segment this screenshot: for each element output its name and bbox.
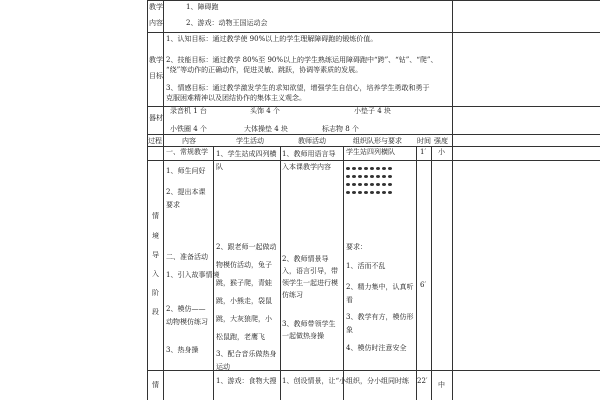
- goal-affective: 3、情感目标：通过教学激发学生的求知欲望，增强学生自信心，培养学生勇敢和勇于: [166, 84, 430, 92]
- time-value: 22′: [417, 377, 428, 385]
- rule: [343, 146, 344, 400]
- content-item: 1、障碍跑: [186, 3, 219, 11]
- goal-skill: “绕”等动作的正确动作，促进灵敏、跳跃，协调等素质的发展。: [166, 66, 363, 74]
- equipment-item: 录音机 1 台: [170, 107, 207, 115]
- goals-label: 教学: [149, 56, 163, 64]
- content-item: 1、师生问好: [166, 167, 206, 175]
- time-value: 6′: [420, 281, 427, 289]
- org-text: 组织，分小组同时练: [346, 377, 409, 385]
- goal-skill: 2、技能目标：通过教学 80%至 90%以上的学生熟练运用障碍跑中“跨”、“钻”、“爬”、: [166, 56, 438, 64]
- org-text: 要求：: [346, 243, 367, 251]
- org-text: 4、模仿时注意安全: [346, 344, 407, 352]
- content-item: 2、游戏：动物王国运动会: [186, 19, 268, 27]
- intensity-value: 小: [438, 148, 445, 156]
- content-item: 二、准备活动: [166, 253, 208, 261]
- org-text: 3、教学有方，模仿形象: [346, 313, 414, 334]
- equipment-item: 标志物 8 个: [322, 125, 359, 133]
- student-dot: [358, 167, 362, 170]
- rule: [147, 370, 600, 371]
- goal-cognitive: 1、认知目标：通过教学使 90%以上的学生理解障碍跑的锻炼价值。: [166, 35, 378, 43]
- org-text: 1、活而不乱: [346, 262, 386, 270]
- student-dot: [370, 175, 374, 178]
- content-item: 1、游戏：食物大搜: [216, 377, 277, 385]
- student-dot: [352, 167, 356, 170]
- student-dot: [370, 167, 374, 170]
- rule: [147, 0, 600, 1]
- content-label: 教学: [149, 3, 163, 11]
- goals-label: 目标: [149, 72, 163, 80]
- content-item: 3、热身操: [166, 346, 199, 354]
- student-dot: [376, 175, 380, 178]
- student-dot: [370, 183, 374, 186]
- time-value: 1′: [420, 148, 427, 156]
- content-item: 2、提出本课要求: [166, 188, 206, 209]
- student-dot: [346, 191, 350, 194]
- student-dot: [352, 183, 356, 186]
- stage-label-char: 入: [152, 270, 159, 278]
- teacher-activity: 1、教师用语言导入本课教学内容: [282, 150, 336, 171]
- equipment-item: 小铁圈 4 个: [170, 125, 207, 133]
- rule: [452, 0, 453, 400]
- student-dot: [382, 175, 386, 178]
- formation-diagram: [346, 167, 406, 199]
- content-item: 2、模仿——动物模仿练习: [166, 305, 208, 326]
- intensity-value: 中: [438, 381, 445, 389]
- rule: [147, 146, 600, 147]
- stage-label-char: 情: [152, 212, 159, 220]
- student-dot: [358, 183, 362, 186]
- teacher-activity: 2、教师情景导入，语言引导，带领学生一起进行模仿练习: [282, 255, 338, 299]
- header-intensity: 强度: [434, 137, 448, 145]
- stage-label-char: 段: [152, 308, 159, 316]
- student-activity: 3、配合音乐做热身运动: [216, 350, 277, 371]
- rule: [163, 0, 164, 400]
- rule: [431, 146, 432, 400]
- student-dot: [388, 175, 392, 178]
- student-dot: [346, 183, 350, 186]
- student-dot: [376, 183, 380, 186]
- header-process: 过程: [148, 137, 162, 145]
- header-student: 学生活动: [236, 137, 264, 145]
- rule: [280, 146, 281, 400]
- rule: [147, 32, 600, 33]
- equipment-item: 小垫子 4 块: [354, 107, 391, 115]
- student-dot: [352, 175, 356, 178]
- student-dot: [370, 191, 374, 194]
- stage-label-char: 境: [152, 232, 159, 240]
- rule: [147, 134, 600, 135]
- stage-label-char: 情: [152, 381, 159, 389]
- student-dot: [376, 167, 380, 170]
- student-dot: [376, 191, 380, 194]
- student-dot: [364, 191, 368, 194]
- student-dot: [382, 191, 386, 194]
- student-dot: [346, 175, 350, 178]
- content-item: 1、引入故事情境: [166, 271, 220, 279]
- teacher-activity: 1、创设情景，让“小: [282, 377, 347, 385]
- org-text: 2、精力集中，认真听看: [346, 283, 414, 304]
- student-dot: [382, 167, 386, 170]
- student-dot: [358, 175, 362, 178]
- header-content: 内容: [182, 137, 196, 145]
- stage-label-char: 阶: [152, 289, 159, 297]
- student-dot: [364, 175, 368, 178]
- student-dot: [352, 191, 356, 194]
- student-dot: [388, 183, 392, 186]
- rule: [147, 160, 600, 161]
- content-label: 内容: [149, 19, 163, 27]
- student-activity: 2、跟老师一起做动物模仿活动，兔子跳，猴子爬，青蛙跳，小熊走，袋鼠跳，大灰狼爬，小松鼠跑，老鹰飞: [216, 243, 277, 341]
- student-activity: 1、学生站成四列横队: [216, 150, 277, 171]
- rule: [416, 146, 417, 400]
- equipment-label: 器材: [149, 114, 163, 122]
- student-dot: [346, 167, 350, 170]
- student-dot: [388, 191, 392, 194]
- org-text: 学生站四列横队: [346, 148, 395, 156]
- stage-label-char: 导: [152, 251, 159, 259]
- goal-affective: 克服困难精神以及团结协作的集体主义观念。: [166, 94, 306, 102]
- equipment-item: 头饰 4 个: [250, 107, 280, 115]
- student-dot: [382, 183, 386, 186]
- rule: [147, 0, 148, 400]
- equipment-item: 大体操垫 4 块: [244, 125, 288, 133]
- header-time: 时间: [417, 137, 431, 145]
- teacher-activity: 3、教师带领学生一起做热身操: [282, 320, 336, 340]
- header-teacher: 教师活动: [298, 137, 326, 145]
- student-dot: [388, 167, 392, 170]
- header-org: 组织队形与要求: [353, 137, 402, 145]
- student-dot: [364, 183, 368, 186]
- content-item: 一、常规教学: [166, 148, 208, 156]
- student-dot: [358, 191, 362, 194]
- student-dot: [364, 167, 368, 170]
